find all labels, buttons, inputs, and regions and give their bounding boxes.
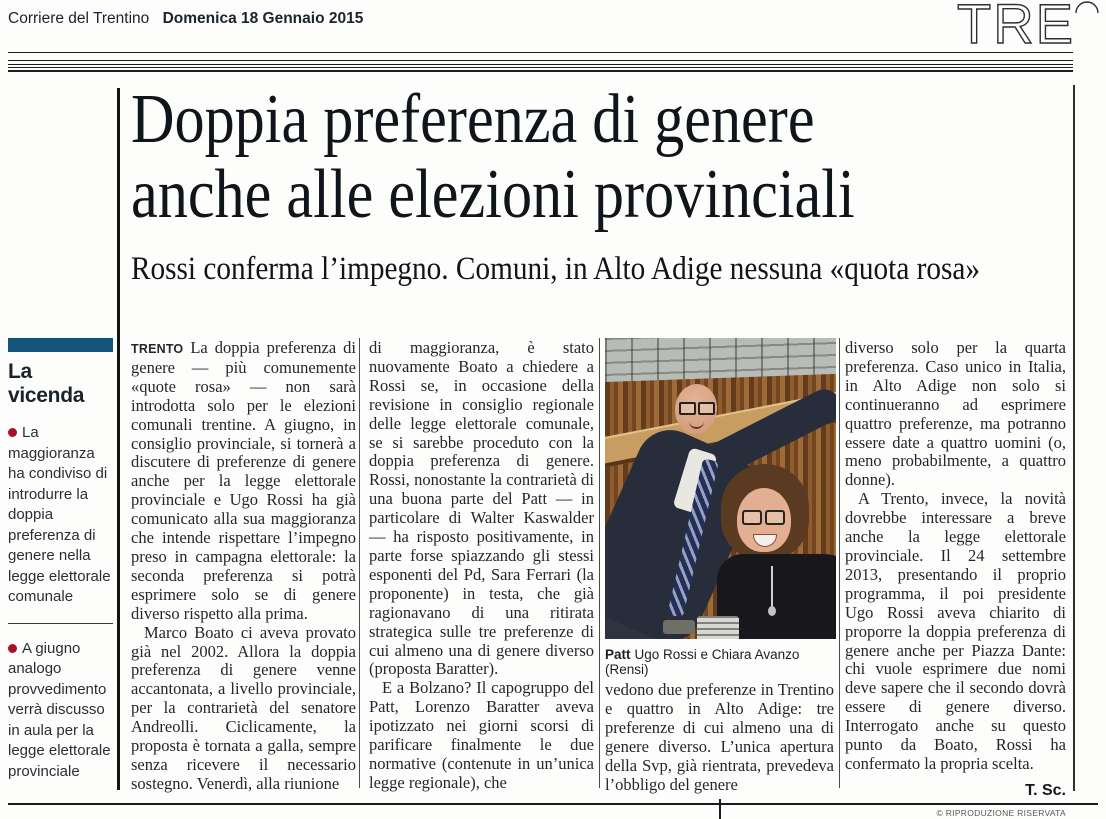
glasses-lens — [742, 510, 762, 525]
man-glasses — [679, 402, 713, 412]
corner-logo-partial-glyph-icon — [1074, 0, 1100, 14]
headline-line1: Doppia preferenza di genere — [131, 81, 815, 158]
glasses-lens — [679, 402, 696, 415]
paragraph: A Trento, invece, la novità dovrebbe interessare a breve anche la legge elettorale provinciale. Il 24 settembre 2013, presentando il proprio programma, il poi presidente Ugo Rossi aveva chiarito di proporre la doppia preferenza di genere anche per Piazza Dante: chi vuole esprimere due nomi deve sapere che il secondo dovrà essere di genere diverso. Interrogato anche su questo punto da Boato, Rossi ha confermato la propria scelta. — [845, 489, 1066, 773]
sidebar-divider — [8, 623, 113, 624]
necklace — [771, 566, 773, 608]
desk-object — [663, 620, 695, 634]
sidebar-accent-bar — [8, 338, 113, 352]
bottom-divider-tick — [719, 799, 721, 819]
masthead — [8, 10, 363, 28]
article-right-rule — [1073, 85, 1075, 791]
column-divider — [839, 338, 840, 788]
article-left-bar — [117, 88, 120, 790]
column-divider — [359, 338, 360, 788]
glasses-lens — [698, 402, 715, 415]
sidebar-title: La vicenda — [8, 360, 85, 407]
paragraph — [131, 339, 356, 624]
caption-text: Ugo Rossi e Chiara Avanzo (Rensi) — [605, 647, 800, 677]
sidebar-item — [8, 423, 113, 608]
headline — [131, 82, 973, 232]
headline-line2: anche alle elezioni provinciali — [131, 156, 855, 233]
bullet-icon — [8, 644, 17, 653]
sidebar-item-text: La maggioranza ha condiviso di introdurre la doppia preferenza di genere nella legge elettorale comunale — [8, 424, 111, 605]
dateline: TRENTO — [131, 342, 184, 356]
article-photo — [605, 338, 836, 639]
header-rule — [8, 52, 1073, 53]
header-rule — [8, 60, 1073, 61]
author-signature: T. Sc. — [1025, 781, 1066, 799]
caption-label: Patt — [605, 647, 631, 662]
article-column-2 — [369, 339, 594, 793]
column-divider — [599, 338, 600, 788]
desk-papers — [697, 616, 739, 639]
header-rule — [8, 70, 1073, 72]
woman-glasses — [742, 510, 786, 522]
paragraph: diverso solo per la quarta preferenza. Caso unico in Italia, in Alto Adige non solo si continueranno ad esprimere quattro preferenze, ma potranno essere date a quattro uomini (o, meno probabilmente, a quattro donne). — [845, 338, 1066, 490]
bullet-icon — [8, 428, 17, 437]
bottom-rule — [8, 803, 1098, 805]
masthead-date: Domenica 18 Gennaio 2015 — [162, 10, 364, 27]
paragraph: vedono due preferenze in Trentino e quattro in Alto Adige: tre preferenze di cui almeno una di genere diverso. L’unica apertura della Svp, già rientrata, prevedeva l’obbligo del genere — [605, 680, 834, 794]
glasses-lens — [765, 510, 785, 525]
article-column-1 — [131, 339, 356, 794]
corner-logo: TRE — [957, 0, 1075, 52]
subheadline: Rossi conferma l’impegno. Comuni, in Alto Adige nessuna «quota rosa» — [131, 251, 980, 287]
sidebar-la-vicenda — [8, 338, 113, 782]
paragraph-text: La doppia preferenza di genere — più comunemente «quote rosa» — non sarà introdotta solo per le elezioni comunali trentine. A giugno, in consiglio provinciale, si tornerà a discutere di preferenze di genere anche per la legge elettorale provinciale e Ugo Rossi ha già comunicato alla sua maggioranza che intende rispettare l’impegno preso in campagna elettorale: la seconda preferenza si potrà esprimere solo se di genere diverso rispetto alla prima. — [131, 338, 356, 623]
masthead-title: Corriere del Trentino — [8, 10, 150, 27]
header-rule — [8, 67, 1073, 68]
sidebar-item-text: A giugno analogo provvedimento verrà discusso in aula per la legge elettorale provinciale — [8, 639, 111, 780]
paragraph: E a Bolzano? Il capogruppo del Patt, Lorenzo Baratter aveva ipotizzato nei giorni scorsi di parificare finalmente le due normative (contenute in un’unica legge regionale), che — [369, 678, 594, 792]
article-column-4 — [845, 339, 1066, 819]
necklace-pendant — [768, 606, 776, 616]
paragraph: Marco Boato ci aveva provato già nel 2002. Allora la doppia preferenza di genere venne accantonata, a livello provinciale, per la contrarietà del senatore Andreolli. Ciclicamente, la proposta è tornata a galla, sempre senza ricevere il necessario sostegno. Venerdì, alla riunione — [131, 622, 356, 793]
paragraph: di maggioranza, è stato nuovamente Boato a chiedere a Rossi se, in occasione della revisione in consiglio regionale delle legge elettorale comunale, se si sarebbe proceduto con la doppia preferenza di genere. Rossi, nonostante la contrarietà di una buona parte del Patt — in particolare di Walter Kaswalder — ha risposto positivamente, in parte forse spiazzando gli stessi esponenti del Pd, Sara Ferrari (la proponente) in testa, che già ragionavano di una ritirata strategica sulle tre preferenze di cui almeno una di genere diverso (proposta Baratter). — [369, 338, 594, 679]
copyright-notice: © RIPRODUZIONE RISERVATA — [936, 807, 1066, 818]
article-column-3 — [605, 681, 834, 794]
header-rule — [8, 64, 1073, 65]
sidebar-item — [8, 639, 113, 783]
photo-caption — [605, 647, 836, 677]
